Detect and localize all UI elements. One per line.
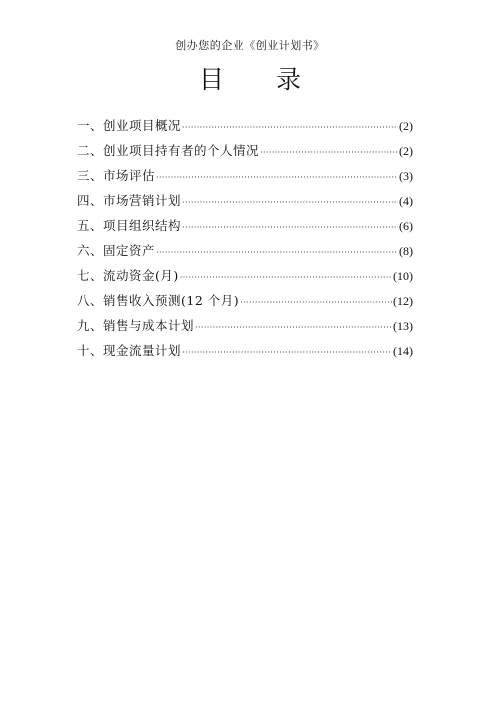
toc-entry-label: 六、固定资产 (77, 243, 156, 258)
toc-entry-page: (10) (393, 269, 413, 283)
toc-list (77, 116, 413, 366)
toc-leader-dots (156, 173, 398, 182)
toc-entry-page: (13) (393, 319, 413, 333)
toc-entry-label: 四、市场营销计划 (77, 193, 182, 208)
toc-entry-page: (6) (399, 219, 413, 233)
toc-entry-label: 三、市场评估 (77, 168, 156, 183)
toc-entry[interactable] (77, 191, 413, 216)
toc-entry[interactable] (77, 266, 413, 291)
toc-leader-dots (156, 248, 398, 257)
toc-entry-label: 一、创业项目概况 (77, 118, 182, 133)
toc-leader-dots (182, 348, 392, 357)
running-header: 创办您的企业《创业计划书》 (175, 39, 325, 52)
toc-leader-dots (260, 148, 398, 157)
toc-entry[interactable] (77, 216, 413, 241)
toc-entry-label: 八、销售收入预测(12 个月) (77, 293, 240, 308)
toc-entry[interactable] (77, 241, 413, 266)
toc-entry-page: (4) (399, 194, 413, 208)
toc-leader-dots (240, 298, 392, 307)
toc-title (0, 60, 500, 96)
toc-entry-page: (3) (399, 169, 413, 183)
toc-entry-label: 九、销售与成本计划 (77, 318, 195, 333)
toc-entry[interactable] (77, 316, 413, 341)
toc-entry-page: (12) (393, 294, 413, 308)
toc-leader-dots (182, 223, 398, 232)
toc-entry-page: (2) (399, 144, 413, 158)
toc-entry-page: (2) (399, 119, 413, 133)
toc-entry-label: 七、流动资金(月) (77, 268, 179, 283)
toc-title-char-2: 录 (276, 65, 302, 94)
toc-entry[interactable] (77, 166, 413, 191)
toc-entry-page: (14) (393, 344, 413, 358)
toc-entry[interactable] (77, 141, 413, 166)
toc-entry[interactable] (77, 116, 413, 141)
toc-leader-dots (180, 273, 392, 282)
toc-entry-label: 二、创业项目持有者的个人情况 (77, 143, 260, 158)
toc-entry-label: 五、项目组织结构 (77, 218, 182, 233)
toc-leader-dots (182, 123, 398, 132)
toc-entry-page: (8) (399, 244, 413, 258)
toc-leader-dots (195, 323, 392, 332)
toc-leader-dots (182, 198, 398, 207)
toc-entry[interactable] (77, 291, 413, 316)
toc-title-char-1: 目 (198, 65, 224, 94)
toc-entry-label: 十、现金流量计划 (77, 343, 182, 358)
toc-entry[interactable] (77, 341, 413, 366)
